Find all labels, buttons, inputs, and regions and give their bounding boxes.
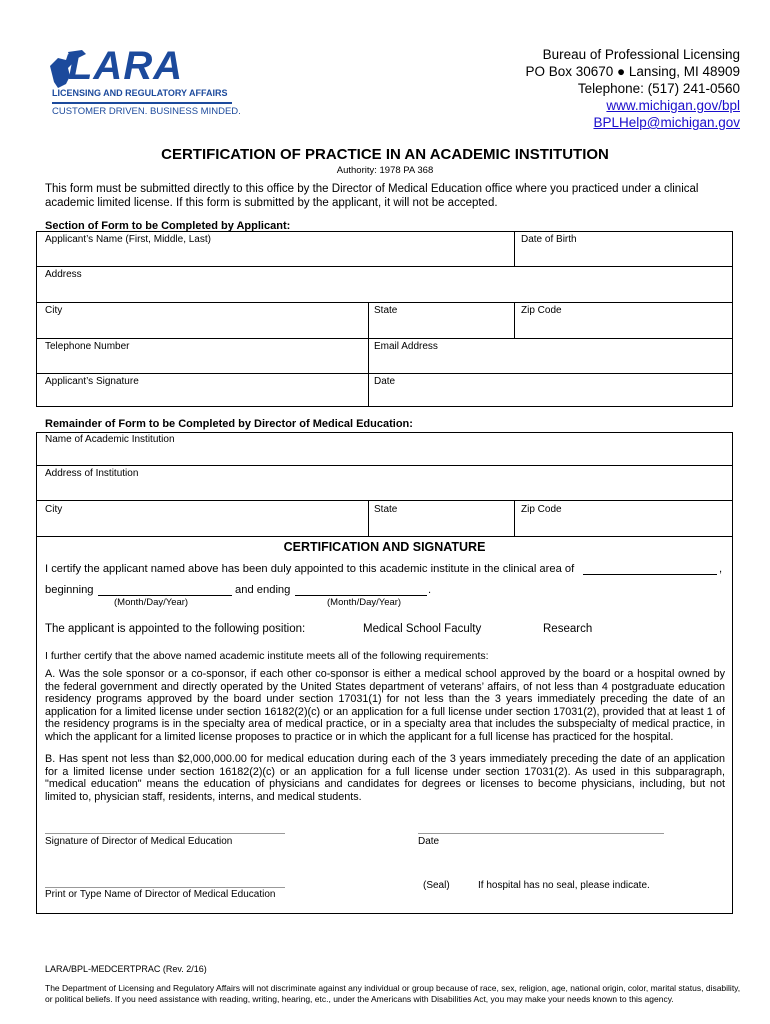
ending-date-input[interactable] xyxy=(295,595,427,596)
authority: Authority: 1978 PA 368 xyxy=(336,165,434,176)
row-divider xyxy=(36,302,733,303)
requirement-a: A. Was the sole sponsor or a co-sponsor, if each other co-sponsor is either a medical school approved by the board or a hospital owned by the federal government and directly operated by the United States department of veterans’ affairs, of not less than 4 postgraduate education residency programs approved by the board under section 17031(1) for not less than the 3 years immediately preceding the date of an application for a limited license under section 16182(2)(c) or an application for a full license under section 17031(2), provided that at least 1 of the residency programs is in the specialty area of medical practice, or in a specialty area that includes the subspecialty of medical practice, in which the applicant for a limited license proposes to practice or in which the applicant for a full license has practiced for the hospital. xyxy=(45,668,725,743)
website-link[interactable]: www.michigan.gov/bpl xyxy=(606,98,740,113)
logo-line1: LICENSING AND REGULATORY AFFAIRS xyxy=(52,88,228,98)
institution-address-field[interactable]: Address of Institution xyxy=(45,468,139,479)
telephone: Telephone: (517) 241-0560 xyxy=(577,81,740,96)
further-certify: I further certify that the above named academic institute meets all of the following requirements: xyxy=(45,650,489,662)
ending-date-format: (Month/Day/Year) xyxy=(327,597,402,608)
row-divider xyxy=(36,536,733,537)
form-code: LARA/BPL-MEDCERTPRAC (Rev. 2/16) xyxy=(45,964,207,974)
address-field[interactable]: Address xyxy=(45,269,82,280)
email-link[interactable]: BPLHelp@michigan.gov xyxy=(593,115,740,130)
institution-name-field[interactable]: Name of Academic Institution xyxy=(45,434,175,445)
row-divider xyxy=(36,465,733,466)
non-discrimination-note: The Department of Licensing and Regulatory Affairs will not discriminate against any individual or group because of race, sex, religion, age, national origin, color, marital status, disability, or political beliefs. If you need assistance with reading, writing, hearing, etc., under the Americans with Disabilities Act, you may make your needs known to this agency. xyxy=(45,983,741,1004)
row-divider xyxy=(36,500,733,501)
period: . xyxy=(428,584,432,596)
seal-label: (Seal) xyxy=(423,880,450,891)
beginning-date-input[interactable] xyxy=(98,595,232,596)
logo-line2: CUSTOMER DRIVEN. BUSINESS MINDED. xyxy=(52,106,241,117)
certify-line: I certify the applicant named above has been duly appointed to this academic institute in the clinical area of xyxy=(45,563,575,575)
clinical-area-input[interactable] xyxy=(583,574,717,575)
director-print-name-label: Print or Type Name of Director of Medical Education xyxy=(45,889,276,900)
col-divider xyxy=(514,302,515,338)
position-prompt: The applicant is appointed to the following position: xyxy=(45,623,306,635)
contact-block xyxy=(525,46,740,131)
position-faculty-option[interactable]: Medical School Faculty xyxy=(363,623,482,635)
row-divider xyxy=(36,266,733,267)
col-divider xyxy=(514,231,515,266)
state-field[interactable]: State xyxy=(374,305,398,316)
applicant-date-field[interactable]: Date xyxy=(374,376,396,387)
seal-note: If hospital has no seal, please indicate. xyxy=(478,880,650,891)
zip-field[interactable]: Zip Code xyxy=(521,305,562,316)
col-divider xyxy=(368,302,369,407)
director-section-heading: Remainder of Form to be Completed by Director of Medical Education: xyxy=(45,418,413,430)
institution-state-field[interactable]: State xyxy=(374,504,398,515)
requirement-b: B. Has spent not less than $2,000,000.00 for medical education during each of the 3 years immediately preceding the date of an application for a limited license under section 16182(2)(c) or an application for a full license under section 17031(2). As used in this subparagraph, "medical education" means the education of physicians and candidates for degrees or licenses to become physicians, including, but not limited to, physician staff, residents, interns, and medical students. xyxy=(45,753,725,803)
ending-label: and ending xyxy=(235,584,291,596)
bureau-name: Bureau of Professional Licensing xyxy=(542,47,740,62)
city-field[interactable]: City xyxy=(45,305,63,316)
logo-wordmark: LARA xyxy=(68,44,184,88)
applicant-signature-field[interactable]: Applicant’s Signature xyxy=(45,376,139,387)
row-divider xyxy=(36,373,733,374)
beginning-label: beginning xyxy=(45,584,94,596)
row-divider xyxy=(36,338,733,339)
logo-rule xyxy=(52,102,232,104)
position-research-option[interactable]: Research xyxy=(543,623,593,635)
comma: , xyxy=(719,563,723,575)
institution-zip-field[interactable]: Zip Code xyxy=(521,504,562,515)
institution-city-field[interactable]: City xyxy=(45,504,63,515)
phone-field[interactable]: Telephone Number xyxy=(45,341,130,352)
director-date-input[interactable] xyxy=(418,833,664,834)
applicant-section-heading: Section of Form to be Completed by Applicant: xyxy=(45,220,291,232)
director-print-name-input[interactable] xyxy=(45,887,285,888)
dob-field[interactable]: Date of Birth xyxy=(521,234,577,245)
applicant-name-field[interactable]: Applicant’s Name (First, Middle, Last) xyxy=(45,234,211,245)
beginning-date-format: (Month/Day/Year) xyxy=(114,597,189,608)
col-divider xyxy=(514,500,515,536)
certification-heading: CERTIFICATION AND SIGNATURE xyxy=(283,540,486,554)
director-signature-input[interactable] xyxy=(45,833,285,834)
intro-text: This form must be submitted directly to this office by the Director of Medical Education office where you practiced under a clinical academic limited license. If this form is submitted by the applicant, it will not be accepted. xyxy=(45,183,699,209)
lara-logo xyxy=(48,44,241,123)
director-signature-label: Signature of Director of Medical Education xyxy=(45,836,233,847)
mailing-address: PO Box 30670 ● Lansing, MI 48909 xyxy=(525,64,740,79)
email-field[interactable]: Email Address xyxy=(374,341,438,352)
director-date-label: Date xyxy=(418,836,440,847)
col-divider xyxy=(368,500,369,536)
form-title: CERTIFICATION OF PRACTICE IN AN ACADEMIC INSTITUTION xyxy=(161,146,609,163)
